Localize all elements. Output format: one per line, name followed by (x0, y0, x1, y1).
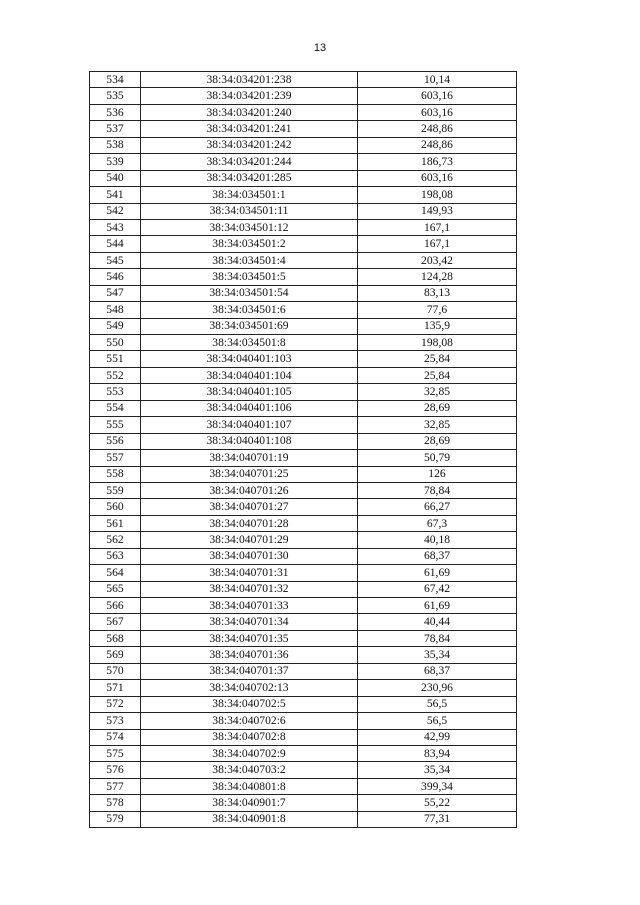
area-value-cell: 78,84 (358, 482, 517, 498)
table-row (90, 367, 517, 383)
row-number-cell: 548 (90, 302, 141, 318)
table-row (90, 351, 517, 367)
row-number-cell: 536 (90, 104, 141, 120)
area-value-cell: 399,34 (358, 778, 517, 794)
table-row (90, 88, 517, 104)
row-number-cell: 578 (90, 795, 141, 811)
cadastral-number-cell: 38:34:040701:30 (141, 548, 358, 564)
cadastral-number-cell: 38:34:040702:9 (141, 745, 358, 761)
row-number-cell: 564 (90, 565, 141, 581)
row-number-cell: 571 (90, 680, 141, 696)
cadastral-number-cell: 38:34:040401:103 (141, 351, 358, 367)
cadastral-number-cell: 38:34:034201:238 (141, 72, 358, 88)
table-row (90, 515, 517, 531)
table-row (90, 433, 517, 449)
row-number-cell: 550 (90, 335, 141, 351)
table-row (90, 154, 517, 170)
area-value-cell: 135,9 (358, 318, 517, 334)
cadastral-table (89, 71, 517, 828)
row-number-cell: 552 (90, 367, 141, 383)
table-row (90, 400, 517, 416)
row-number-cell: 568 (90, 630, 141, 646)
table-row (90, 137, 517, 153)
table-row (90, 236, 517, 252)
cadastral-number-cell: 38:34:040701:31 (141, 565, 358, 581)
table-row (90, 335, 517, 351)
table-body (90, 72, 517, 828)
cadastral-number-cell: 38:34:040701:27 (141, 499, 358, 515)
table-row (90, 729, 517, 745)
table-row (90, 219, 517, 235)
table-row (90, 795, 517, 811)
cadastral-number-cell: 38:34:040701:28 (141, 515, 358, 531)
cadastral-number-cell: 38:34:040401:108 (141, 433, 358, 449)
table-row (90, 630, 517, 646)
area-value-cell: 167,1 (358, 236, 517, 252)
table-row (90, 269, 517, 285)
cadastral-number-cell: 38:34:040401:106 (141, 400, 358, 416)
area-value-cell: 35,34 (358, 647, 517, 663)
cadastral-number-cell: 38:34:040701:36 (141, 647, 358, 663)
area-value-cell: 42,99 (358, 729, 517, 745)
area-value-cell: 126 (358, 466, 517, 482)
cadastral-number-cell: 38:34:040401:104 (141, 367, 358, 383)
row-number-cell: 566 (90, 598, 141, 614)
cadastral-number-cell: 38:34:034201:242 (141, 137, 358, 153)
table-row (90, 252, 517, 268)
row-number-cell: 567 (90, 614, 141, 630)
row-number-cell: 577 (90, 778, 141, 794)
table-row (90, 598, 517, 614)
area-value-cell: 55,22 (358, 795, 517, 811)
row-number-cell: 565 (90, 581, 141, 597)
row-number-cell: 560 (90, 499, 141, 515)
table-row (90, 384, 517, 400)
table-row (90, 482, 517, 498)
cadastral-number-cell: 38:34:034501:54 (141, 285, 358, 301)
row-number-cell: 534 (90, 72, 141, 88)
area-value-cell: 248,86 (358, 137, 517, 153)
area-value-cell: 10,14 (358, 72, 517, 88)
row-number-cell: 558 (90, 466, 141, 482)
cadastral-number-cell: 38:34:040901:7 (141, 795, 358, 811)
row-number-cell: 545 (90, 252, 141, 268)
table-row (90, 72, 517, 88)
row-number-cell: 543 (90, 219, 141, 235)
row-number-cell: 542 (90, 203, 141, 219)
cadastral-number-cell: 38:34:040702:6 (141, 713, 358, 729)
area-value-cell: 50,79 (358, 450, 517, 466)
row-number-cell: 539 (90, 154, 141, 170)
area-value-cell: 78,84 (358, 630, 517, 646)
cadastral-number-cell: 38:34:040801:8 (141, 778, 358, 794)
row-number-cell: 574 (90, 729, 141, 745)
row-number-cell: 572 (90, 696, 141, 712)
table-row (90, 778, 517, 794)
cadastral-number-cell: 38:34:040701:19 (141, 450, 358, 466)
area-value-cell: 83,94 (358, 745, 517, 761)
cadastral-number-cell: 38:34:040401:105 (141, 384, 358, 400)
area-value-cell: 603,16 (358, 104, 517, 120)
page-number: 13 (313, 42, 327, 54)
row-number-cell: 554 (90, 400, 141, 416)
area-value-cell: 61,69 (358, 565, 517, 581)
cadastral-number-cell: 38:34:040702:13 (141, 680, 358, 696)
cadastral-number-cell: 38:34:040701:29 (141, 532, 358, 548)
cadastral-number-cell: 38:34:040401:107 (141, 417, 358, 433)
cadastral-number-cell: 38:34:040701:33 (141, 598, 358, 614)
cadastral-number-cell: 38:34:034501:11 (141, 203, 358, 219)
area-value-cell: 198,08 (358, 335, 517, 351)
area-value-cell: 603,16 (358, 88, 517, 104)
cadastral-number-cell: 38:34:040702:5 (141, 696, 358, 712)
cadastral-number-cell: 38:34:034501:6 (141, 302, 358, 318)
area-value-cell: 25,84 (358, 367, 517, 383)
row-number-cell: 535 (90, 88, 141, 104)
cadastral-number-cell: 38:34:040702:8 (141, 729, 358, 745)
row-number-cell: 573 (90, 713, 141, 729)
area-value-cell: 66,27 (358, 499, 517, 515)
row-number-cell: 563 (90, 548, 141, 564)
row-number-cell: 549 (90, 318, 141, 334)
row-number-cell: 546 (90, 269, 141, 285)
area-value-cell: 40,18 (358, 532, 517, 548)
area-value-cell: 203,42 (358, 252, 517, 268)
area-value-cell: 77,31 (358, 811, 517, 827)
area-value-cell: 56,5 (358, 696, 517, 712)
row-number-cell: 579 (90, 811, 141, 827)
area-value-cell: 68,37 (358, 548, 517, 564)
cadastral-number-cell: 38:34:034201:244 (141, 154, 358, 170)
row-number-cell: 553 (90, 384, 141, 400)
row-number-cell: 540 (90, 170, 141, 186)
cadastral-number-cell: 38:34:040701:25 (141, 466, 358, 482)
row-number-cell: 537 (90, 121, 141, 137)
area-value-cell: 67,3 (358, 515, 517, 531)
row-number-cell: 544 (90, 236, 141, 252)
table-row (90, 203, 517, 219)
area-value-cell: 35,34 (358, 762, 517, 778)
table-row (90, 450, 517, 466)
table-row (90, 680, 517, 696)
cadastral-number-cell: 38:34:040901:8 (141, 811, 358, 827)
cadastral-number-cell: 38:34:034201:241 (141, 121, 358, 137)
row-number-cell: 551 (90, 351, 141, 367)
table-row (90, 581, 517, 597)
cadastral-number-cell: 38:34:040701:32 (141, 581, 358, 597)
table-row (90, 318, 517, 334)
table-row (90, 647, 517, 663)
table-row (90, 285, 517, 301)
row-number-cell: 561 (90, 515, 141, 531)
cadastral-number-cell: 38:34:040701:34 (141, 614, 358, 630)
area-value-cell: 32,85 (358, 384, 517, 400)
table-row (90, 663, 517, 679)
cadastral-number-cell: 38:34:034501:69 (141, 318, 358, 334)
area-value-cell: 83,13 (358, 285, 517, 301)
row-number-cell: 575 (90, 745, 141, 761)
row-number-cell: 541 (90, 187, 141, 203)
table-row (90, 548, 517, 564)
table-row (90, 762, 517, 778)
table-row (90, 565, 517, 581)
cadastral-number-cell: 38:34:040701:26 (141, 482, 358, 498)
row-number-cell: 557 (90, 450, 141, 466)
area-value-cell: 25,84 (358, 351, 517, 367)
cadastral-number-cell: 38:34:034501:1 (141, 187, 358, 203)
row-number-cell: 538 (90, 137, 141, 153)
area-value-cell: 186,73 (358, 154, 517, 170)
table-row (90, 302, 517, 318)
cadastral-number-cell: 38:34:034201:239 (141, 88, 358, 104)
row-number-cell: 559 (90, 482, 141, 498)
table-row (90, 696, 517, 712)
area-value-cell: 28,69 (358, 400, 517, 416)
row-number-cell: 562 (90, 532, 141, 548)
area-value-cell: 68,37 (358, 663, 517, 679)
row-number-cell: 555 (90, 417, 141, 433)
table-row (90, 170, 517, 186)
area-value-cell: 67,42 (358, 581, 517, 597)
area-value-cell: 167,1 (358, 219, 517, 235)
table-row (90, 614, 517, 630)
area-value-cell: 77,6 (358, 302, 517, 318)
area-value-cell: 32,85 (358, 417, 517, 433)
table-row (90, 121, 517, 137)
table-row (90, 532, 517, 548)
row-number-cell: 547 (90, 285, 141, 301)
area-value-cell: 149,93 (358, 203, 517, 219)
cadastral-number-cell: 38:34:040701:37 (141, 663, 358, 679)
area-value-cell: 61,69 (358, 598, 517, 614)
area-value-cell: 28,69 (358, 433, 517, 449)
area-value-cell: 198,08 (358, 187, 517, 203)
table-row (90, 499, 517, 515)
area-value-cell: 603,16 (358, 170, 517, 186)
area-value-cell: 56,5 (358, 713, 517, 729)
row-number-cell: 570 (90, 663, 141, 679)
cadastral-number-cell: 38:34:034501:2 (141, 236, 358, 252)
cadastral-number-cell: 38:34:034501:5 (141, 269, 358, 285)
table-row (90, 417, 517, 433)
table-row (90, 466, 517, 482)
area-value-cell: 230,96 (358, 680, 517, 696)
cadastral-number-cell: 38:34:040701:35 (141, 630, 358, 646)
cadastral-number-cell: 38:34:034501:4 (141, 252, 358, 268)
table-row (90, 811, 517, 827)
row-number-cell: 556 (90, 433, 141, 449)
table-row (90, 745, 517, 761)
cadastral-number-cell: 38:34:034501:8 (141, 335, 358, 351)
row-number-cell: 576 (90, 762, 141, 778)
cadastral-number-cell: 38:34:034201:285 (141, 170, 358, 186)
area-value-cell: 248,86 (358, 121, 517, 137)
table-row (90, 104, 517, 120)
cadastral-number-cell: 38:34:034201:240 (141, 104, 358, 120)
table-row (90, 187, 517, 203)
table-row (90, 713, 517, 729)
area-value-cell: 40,44 (358, 614, 517, 630)
cadastral-number-cell: 38:34:034501:12 (141, 219, 358, 235)
cadastral-number-cell: 38:34:040703:2 (141, 762, 358, 778)
area-value-cell: 124,28 (358, 269, 517, 285)
row-number-cell: 569 (90, 647, 141, 663)
